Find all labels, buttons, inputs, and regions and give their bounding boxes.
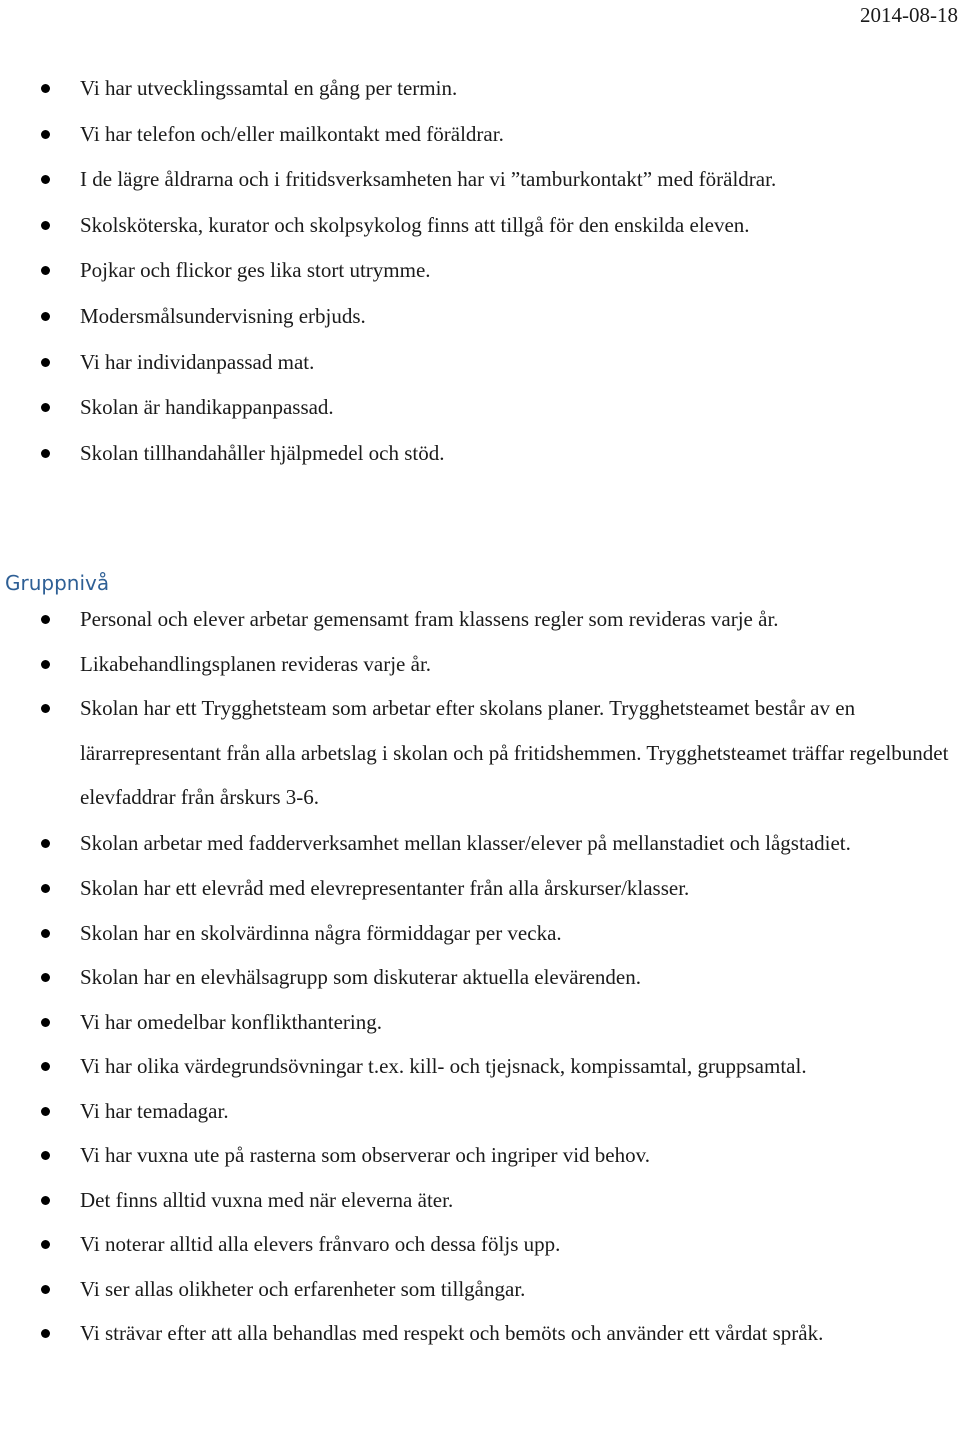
list-item	[0, 393, 960, 439]
section-heading: Gruppnivå	[5, 571, 110, 595]
bullet-icon	[41, 1151, 50, 1160]
list-item	[0, 911, 960, 956]
bullet-icon	[41, 266, 50, 275]
document-date: 2014-08-18	[860, 3, 958, 27]
list-item-text: Pojkar och flickor ges lika stort utrymme.	[80, 258, 431, 283]
list-item	[0, 1000, 960, 1045]
list-item	[0, 1044, 960, 1089]
list-item	[0, 1133, 960, 1178]
list-item-text: Det finns alltid vuxna med när eleverna äter.	[80, 1187, 454, 1212]
list-item	[0, 866, 960, 911]
bullet-icon	[41, 929, 50, 938]
list-item-text: Personal och elever arbetar gemensamt fram klassens regler som revideras varje år.	[80, 607, 779, 631]
bullet-icon	[41, 130, 50, 139]
list-item-text: Modersmålsundervisning erbjuds.	[80, 303, 366, 328]
bullet-icon	[41, 175, 50, 184]
list-item	[0, 955, 960, 1000]
list-item-text: Skolsköterska, kurator och skolpsykolog finns att tillgå för den enskilda eleven.	[80, 212, 750, 237]
bullet-icon	[41, 221, 50, 230]
list-item-text: Vi ser allas olikheter och erfarenheter som tillgångar.	[80, 1276, 526, 1301]
list-item	[0, 1222, 960, 1267]
list-item-text: I de lägre åldrarna och i fritidsverksamheten har vi ”tamburkontakt” med föräldrar.	[80, 167, 777, 192]
list-item-text: Skolan har ett Trygghetsteam som arbetar efter skolans planer. Trygghetsteamet består av en lärarrepresentant från alla arbetslag i skolan och på fritidshemmen. Trygghetsteamet träffar regelbundet elevfaddrar från årskurs 3-6.	[80, 696, 949, 809]
list-item	[0, 348, 960, 394]
bullet-icon	[41, 312, 50, 321]
list-item	[0, 256, 960, 302]
list-item-text: Vi har temadagar.	[80, 1098, 229, 1123]
bullet-list-general	[0, 74, 960, 484]
list-item	[0, 302, 960, 348]
list-item-text: Skolan är handikappanpassad.	[80, 395, 334, 420]
bullet-icon	[41, 449, 50, 458]
list-item	[0, 686, 960, 821]
list-item	[0, 642, 960, 687]
list-item	[0, 597, 960, 642]
list-item	[0, 1311, 960, 1357]
bullet-icon	[41, 660, 50, 669]
bullet-icon	[41, 1285, 50, 1294]
bullet-icon	[41, 1062, 50, 1071]
list-item-text: Vi har telefon och/eller mailkontakt med föräldrar.	[80, 121, 504, 146]
list-item-text: Vi har individanpassad mat.	[80, 349, 315, 374]
list-item	[0, 1089, 960, 1134]
list-item	[0, 439, 960, 485]
bullet-icon	[41, 1018, 50, 1027]
bullet-icon	[41, 839, 50, 848]
list-item	[0, 821, 960, 867]
bullet-icon	[41, 358, 50, 367]
bullet-icon	[41, 615, 50, 624]
list-item-text: Vi noterar alltid alla elevers frånvaro och dessa följs upp.	[80, 1232, 561, 1256]
list-item	[0, 120, 960, 166]
list-item-text: Skolan tillhandahåller hjälpmedel och stöd.	[80, 440, 445, 465]
bullet-icon	[41, 84, 50, 93]
bullet-icon	[41, 1196, 50, 1205]
list-item-text: Skolan har ett elevråd med elevrepresentanter från alla årskurser/klasser.	[80, 876, 690, 900]
bullet-icon	[41, 884, 50, 893]
bullet-icon	[41, 1107, 50, 1116]
bullet-icon	[41, 973, 50, 982]
bullet-icon	[41, 704, 50, 713]
bullet-list-group-level	[0, 597, 960, 1357]
list-item	[0, 165, 960, 211]
list-item	[0, 1267, 960, 1312]
bullet-icon	[41, 1240, 50, 1249]
list-item-text: Skolan har en skolvärdinna några förmiddagar per vecka.	[80, 920, 562, 945]
list-item	[0, 74, 960, 120]
list-item-text: Vi har utvecklingssamtal en gång per termin.	[80, 76, 458, 100]
list-item	[0, 1178, 960, 1223]
bullet-icon	[41, 1329, 50, 1338]
list-item-text: Vi strävar efter att alla behandlas med respekt och bemöts och använder ett vårdat språk.	[80, 1321, 824, 1345]
list-item-text: Skolan arbetar med fadderverksamhet mellan klasser/elever på mellanstadiet och lågstadiet.	[80, 830, 851, 855]
list-item	[0, 211, 960, 257]
list-item-text: Vi har vuxna ute på rasterna som observerar och ingriper vid behov.	[80, 1143, 651, 1167]
list-item-text: Skolan har en elevhälsagrupp som diskuterar aktuella elevärenden.	[80, 965, 641, 989]
list-item-text: Vi har omedelbar konflikthantering.	[80, 1009, 382, 1034]
list-item-text: Likabehandlingsplanen revideras varje år.	[80, 651, 432, 676]
bullet-icon	[41, 403, 50, 412]
list-item-text: Vi har olika värdegrundsövningar t.ex. kill- och tjejsnack, kompissamtal, gruppsamtal.	[80, 1054, 807, 1078]
